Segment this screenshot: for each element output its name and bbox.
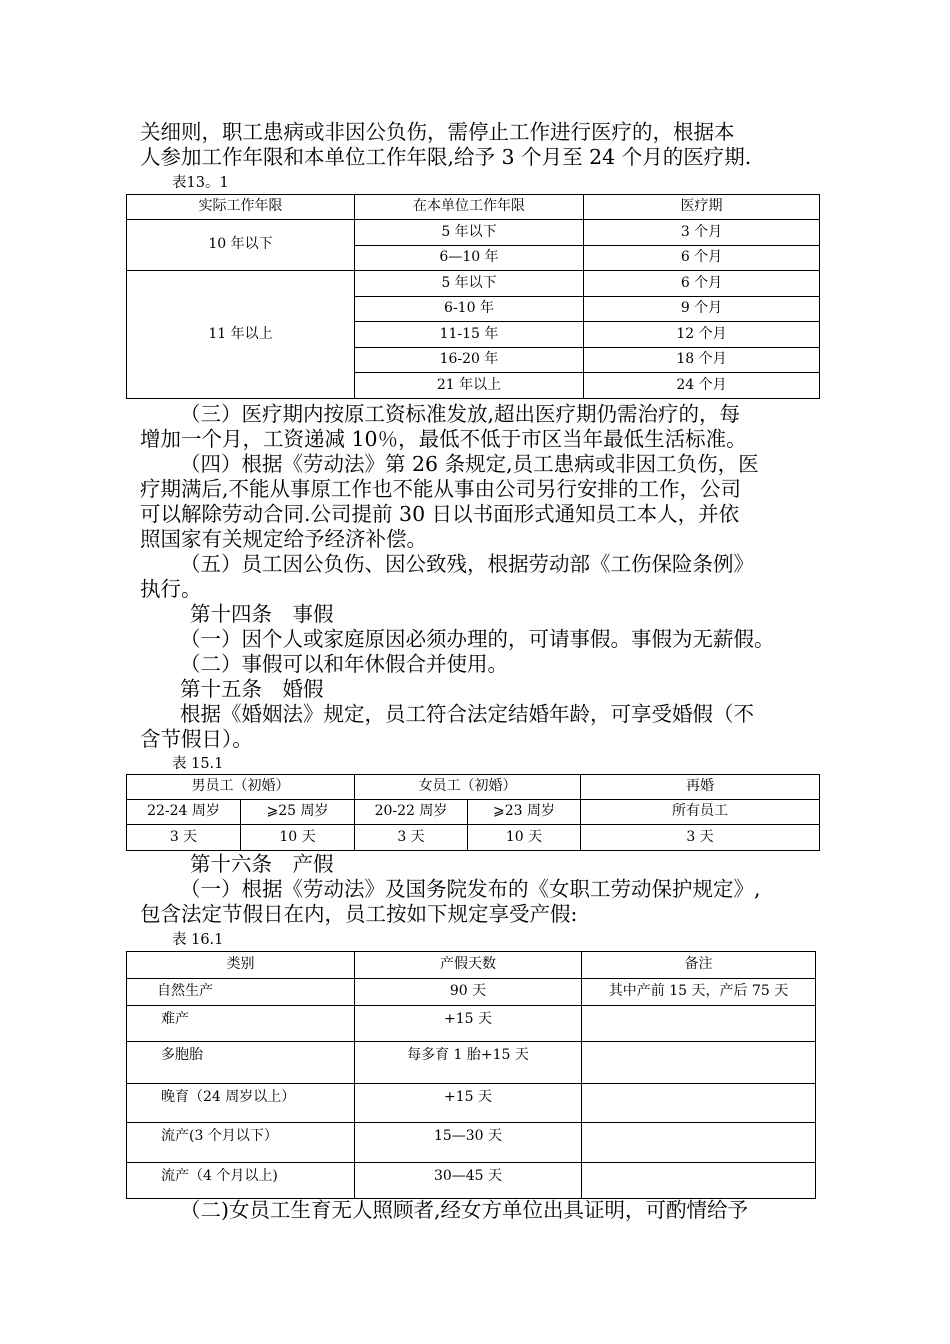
table-cell: 5 年以下: [355, 271, 584, 297]
table-cell: 21 年以上: [355, 373, 584, 399]
table-cell: 10 天: [241, 825, 355, 851]
marriage-leave-table: [126, 774, 820, 851]
table-cell: [582, 1006, 816, 1042]
paragraph-line: 照国家有关规定给予经济补偿。: [140, 527, 427, 551]
table-header: 在本单位工作年限: [355, 195, 584, 220]
table-cell: +15 天: [355, 1084, 582, 1123]
table-cell: [582, 1123, 816, 1163]
table-cell: 12 个月: [584, 322, 820, 348]
table-cell: 6—10 年: [355, 246, 584, 271]
paragraph-line: （二)女员工生育无人照顾者,经女方单位出具证明，可酌情给予: [180, 1198, 749, 1222]
table-cell: 晚育（24 周岁以上）: [127, 1084, 355, 1123]
table-cell: 18 个月: [584, 348, 820, 373]
paragraph-line: 执行。: [140, 577, 202, 601]
table-cell: [582, 1084, 816, 1123]
table-cell: 11-15 年: [355, 322, 584, 348]
table-cell: 流产（4 个月以上): [127, 1163, 355, 1199]
article-heading: 第十四条 事假: [190, 602, 334, 626]
paragraph-line: （一）根据《劳动法》及国务院发布的《女职工劳动保护规定》,: [180, 877, 761, 901]
table-cell: 难产: [127, 1006, 355, 1042]
maternity-leave-table: [126, 951, 816, 1199]
paragraph-line: 可以解除劳动合同.公司提前 30 日以书面形式通知员工本人，并依: [140, 502, 740, 526]
table-cell: 其中产前 15 天，产后 75 天: [582, 979, 816, 1006]
medical-period-table: [126, 194, 820, 399]
paragraph-line: （二）事假可以和年休假合并使用。: [180, 652, 508, 676]
paragraph-line: 含节假日）。: [140, 727, 253, 751]
table-cell: 自然生产: [127, 979, 355, 1006]
table-header: 类别: [127, 952, 355, 979]
paragraph-line: （五）员工因公负伤、因公致残，根据劳动部《工伤保险条例》: [180, 552, 754, 576]
table-header: 实际工作年限: [127, 195, 355, 220]
table-cell: 90 天: [355, 979, 582, 1006]
table-cell: 10 天: [468, 825, 581, 851]
table-cell: 30—45 天: [355, 1163, 582, 1199]
table-cell: [582, 1163, 816, 1199]
table-cell: 9 个月: [584, 297, 820, 322]
table-cell: 24 个月: [584, 373, 820, 399]
paragraph-line: 根据《婚姻法》规定，员工符合法定结婚年龄，可享受婚假（不: [180, 702, 754, 726]
table-cell: 3 个月: [584, 220, 820, 246]
table-caption: 表13。1: [172, 175, 229, 191]
paragraph-line: 包含法定节假日在内，员工按如下规定享受产假:: [140, 902, 578, 926]
table-cell: ⩾25 周岁: [241, 800, 355, 825]
table-cell: 多胞胎: [127, 1042, 355, 1084]
paragraph-line: （四）根据《劳动法》第 26 条规定,员工患病或非因工负伤，医: [180, 452, 759, 476]
table-cell: 5 年以下: [355, 220, 584, 246]
table-header: 备注: [582, 952, 816, 979]
article-heading: 第十六条 产假: [190, 852, 334, 876]
table-cell: 流产(3 个月以下）: [127, 1123, 355, 1163]
table-cell: 20-22 周岁: [355, 800, 468, 825]
paragraph-line: （三）医疗期内按原工资标准发放,超出医疗期仍需治疗的，每: [180, 402, 741, 426]
paragraph-line: 人参加工作年限和本单位工作年限,给予 3 个月至 24 个月的医疗期.: [140, 145, 752, 169]
table-caption: 表 16.1: [172, 932, 224, 948]
article-heading: 第十五条 婚假: [180, 677, 324, 701]
table-cell: ⩾23 周岁: [468, 800, 581, 825]
table-cell: 16-20 年: [355, 348, 584, 373]
table-cell: 10 年以下: [127, 220, 355, 271]
table-cell: 15—30 天: [355, 1123, 582, 1163]
paragraph-line: 关细则，职工患病或非因公负伤，需停止工作进行医疗的，根据本: [140, 120, 735, 144]
table-caption: 表 15.1: [172, 756, 224, 772]
table-cell: +15 天: [355, 1006, 582, 1042]
table-cell: [582, 1042, 816, 1084]
table-header: 男员工（初婚）: [127, 775, 355, 800]
table-cell: 3 天: [581, 825, 820, 851]
paragraph-line: 增加一个月，工资递减 10％，最低不低于市区当年最低生活标准。: [140, 427, 747, 451]
table-header: 产假天数: [355, 952, 582, 979]
table-cell: 6 个月: [584, 271, 820, 297]
paragraph-line: 疗期满后,不能从事原工作也不能从事由公司另行安排的工作，公司: [140, 477, 742, 501]
table-header: 医疗期: [584, 195, 820, 220]
table-cell: 3 天: [355, 825, 468, 851]
table-cell: 22-24 周岁: [127, 800, 241, 825]
table-cell: 6 个月: [584, 246, 820, 271]
table-cell: 11 年以上: [127, 271, 355, 399]
table-cell: 每多育 1 胎+15 天: [355, 1042, 582, 1084]
table-header: 女员工（初婚）: [355, 775, 581, 800]
table-cell: 所有员工: [581, 800, 820, 825]
table-header: 再婚: [581, 775, 820, 800]
paragraph-line: （一）因个人或家庭原因必须办理的，可请事假。事假为无薪假。: [180, 627, 775, 651]
table-cell: 3 天: [127, 825, 241, 851]
table-cell: 6-10 年: [355, 297, 584, 322]
